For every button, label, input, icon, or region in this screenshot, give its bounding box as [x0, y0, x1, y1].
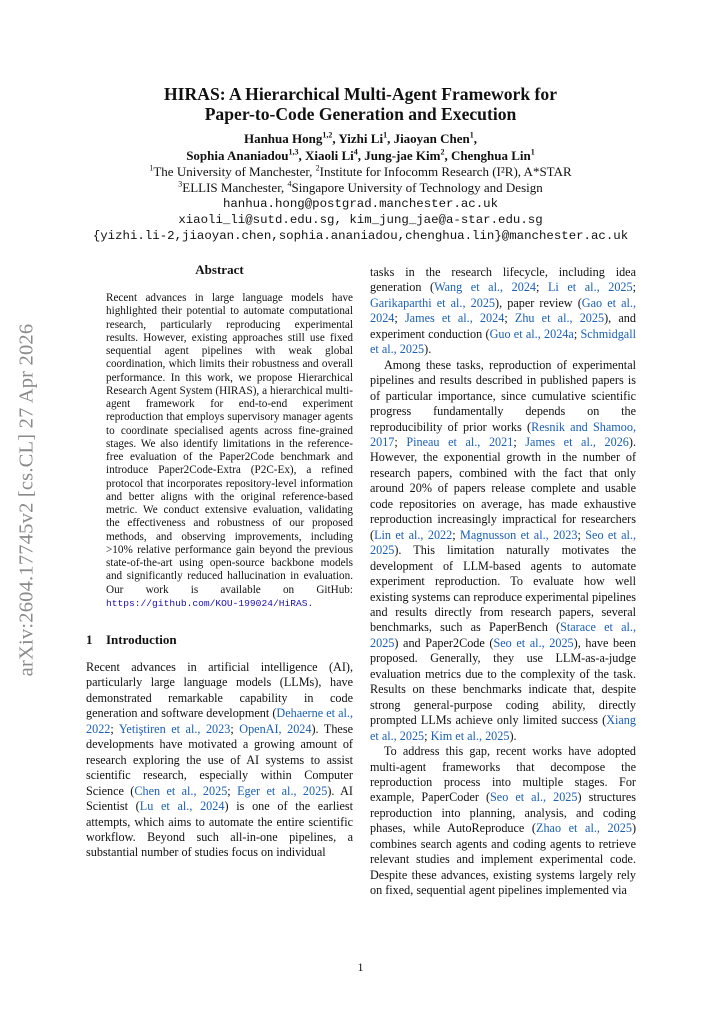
affiliations — [0, 164, 721, 196]
author-name: Hanhua Hong — [243, 131, 323, 146]
page-number: 1 — [357, 960, 364, 974]
github-link[interactable]: https://github.com/KOU-199024/HiRAS. — [106, 597, 314, 609]
author-affiliation-mark: 1,2 — [322, 130, 333, 140]
author-name: Jung-jae Kim — [364, 148, 441, 163]
intro-paragraph-1-continued: tasks in the research lifecycle, including idea generation (Wang et al., 2024; Li et al., 2025; Garikaparthi et al., 2025), paper review (Gao et al., 2024; James et al., 2024; Zhu et al., 2025), and experiment conduction (Guo et al., 2024a; Schmidgall et al., 2025). — [370, 265, 637, 357]
affiliation-line-1: $^1$The University of Manchester, $^2$Institute for Infocomm Research (I²R), A*STAR — [149, 163, 572, 179]
citation-link[interactable]: Kim et al., 2025 — [430, 728, 510, 743]
author-affiliation-mark: 2 — [440, 147, 445, 157]
intro-paragraph-1: Recent advances in artificial intelligence (AI), particularly large language models (LLMs), have demonstrated remarkable capability in code generation and software development (Dehaerne et al., 2022; Yetiştiren et al., 2023; OpenAI, 2024). These developments have motivated a growing amount of research exploring the use of AI systems to assist scientific research, especially within Computer Science (Chen et al., 2025; Eger et al., 2025). AI Scientist (Lu et al., 2024) is one of the earliest attempts, which aims to automate the entire scientific workflow. Beyond such all-in-one pipelines, a substantial number of studies focus on individual — [86, 660, 353, 860]
citation-link[interactable]: Yetiştiren et al., 2023 — [118, 721, 231, 736]
author-line-2: Sophia Ananiadou$^{1,3}$, Xiaoli Li$^4$, Jung-jae Kim$^2$, Chenghua Lin$^1$ — [186, 147, 535, 163]
citation-link[interactable]: Garikaparthi et al., 2025 — [370, 295, 496, 310]
email-line: hanhua.hong@postgrad.manchester.ac.uk — [222, 197, 499, 211]
citation-link[interactable]: Zhao et al., 2025 — [536, 821, 632, 836]
title-line-1: HIRAS: A Hierarchical Multi-Agent Framework for — [163, 84, 558, 104]
author-name: Chenghua Lin — [450, 148, 531, 163]
citation-link[interactable]: James et al., 2026 — [525, 434, 629, 449]
left-column — [86, 262, 353, 861]
paper-title — [0, 84, 721, 124]
title-line-2: Paper-to-Code Generation and Execution — [204, 104, 517, 124]
citation-link[interactable]: Eger et al., 2025 — [237, 783, 328, 798]
author-name: Yizhi Li — [338, 131, 384, 146]
citation-link[interactable]: Xiang et al., 2025 — [370, 713, 636, 743]
citation-link[interactable]: James et al., 2024 — [404, 311, 505, 326]
author-affiliation-mark: 4 — [353, 147, 358, 157]
citation-link[interactable]: Lu et al., 2024 — [139, 799, 225, 814]
citation-link[interactable]: Magnusson et al., 2023 — [460, 527, 578, 542]
citation-link[interactable]: Zhu et al., 2025 — [514, 311, 605, 326]
citation-link[interactable]: Starace et al., 2025 — [370, 620, 636, 650]
intro-paragraph-3: To address this gap, recent works have adopted multi-agent frameworks that decompose the reproduction process into multiple stages. For example, PaperCoder (Seo et al., 2025) structures reproduction into planning, analysis, and coding phases, while AutoReproduce (Zhao et al., 2025) combines search agents and coding agents to retrieve relevant studies and implement experimental code. Despite these advances, existing systems largely rely on fixed, sequential agent pipelines implemented via — [370, 744, 636, 898]
abstract-body: Recent advances in large language models have highlighted their potential to automate computational research, particularly reproducing experimental results. However, existing approaches still use fixed sequential agent pipelines with weak global coordination, which limits their robustness and overall performance. In this work, we propose Hierarchical Research Agent System (HIRAS), a hierarchical multi-agent framework for end-to-end experiment reproduction that employs supervisory manager agents to coordinate specialised agents across fine-grained stages. We also identify limitations in the reference-free evaluation of the Paper2Code benchmark and introduce Paper2Code-Extra (P2C-Ex), a refined protocol that incorporates repository-level information and better aligns with the original reference-based metric. We conduct extensive evaluation, validating the effectiveness and robustness of our proposed methods, and observing improvements, including >10% relative performance gain beyond the previous state-of-the-art using open-source backbone models and significantly reduced hallucination in evaluation. Our work is available on GitHub: https://github.com/KOU-199024/HiRAS. — [106, 292, 354, 609]
citation-link[interactable]: Seo et al., 2025 — [490, 790, 578, 805]
arxiv-id-text: arXiv:2604.17745v2 [cs.CL] 27 Apr 2026 — [15, 323, 38, 677]
citation-link[interactable]: Lin et al., 2022 — [374, 527, 453, 542]
abstract-heading: Abstract — [195, 262, 244, 277]
paper-header — [0, 84, 721, 244]
author-affiliation-mark: 1 — [469, 130, 474, 140]
affiliation-line-2: $^3$ELLIS Manchester, $^4$Singapore University of Technology and Design — [178, 179, 543, 195]
citation-link[interactable]: Chen et al., 2025 — [134, 783, 228, 798]
author-name: Jiaoyan Chen — [393, 131, 470, 146]
citation-link[interactable]: OpenAI, 2024 — [239, 721, 312, 736]
citation-link[interactable]: Guo et al., 2024a — [489, 326, 574, 341]
citation-link[interactable]: Seo et al., 2025 — [493, 635, 574, 650]
author-name: Sophia Ananiadou — [186, 148, 289, 163]
author-name: Xiaoli Li — [304, 148, 354, 163]
arxiv-side-identifier — [12, 300, 42, 700]
intro-paragraph-2: Among these tasks, reproduction of experimental pipelines and results described in published papers is of particular importance, since cumulative scientific progress fundamentally depends on the reproducibility of prior works (Resnik and Shamoo, 2017; Pineau et al., 2021; James et al., 2026). However, the exponential growth in the number of research papers, combined with the fact that only around 20% of papers release complete and usable code repositories on average, has made exhaustive reproduction increasingly impractical for researchers (Lin et al., 2022; Magnusson et al., 2023; Seo et al., 2025). This limitation naturally motivates the development of LLM-based agents to automate experiment reproduction. To evaluate how well existing systems can reproduce experimental pipelines and results directly from research papers, several benchmarks, such as PaperBench (Starace et al., 2025) and Paper2Code (Seo et al., 2025), have been proposed. Generally, they use LLM-as-a-judge evaluation metrics due to the complexity of the task. Results on these benchmarks indicate that, despite strong general-purpose coding ability, directly prompted LLMs achieve only limited success (Xiang et al., 2025; Kim et al., 2025). — [370, 357, 637, 743]
author-affiliation-mark: 1 — [383, 130, 388, 140]
citation-link[interactable]: Wang et al., 2024 — [434, 280, 537, 295]
email-line: xiaoli_li@sutd.edu.sg, kim_jung_jae@a-star.edu.sg — [178, 213, 543, 227]
citation-link[interactable]: Resnik and Shamoo, 2017 — [370, 419, 636, 449]
citation-link[interactable]: Schmidgall et al., 2025 — [370, 326, 636, 357]
author-list — [0, 130, 721, 164]
citation-link[interactable]: Seo et al., 2025 — [370, 527, 637, 558]
citation-link[interactable]: Dehaerne et al., 2022 — [86, 706, 353, 736]
email-line: {yizhi.li-2,jiaoyan.chen,sophia.ananiadou,chenghua.lin}@manchester.ac.uk — [92, 229, 629, 243]
section-heading-introduction: 1 Introduction — [86, 632, 177, 647]
email-list — [0, 196, 721, 244]
author-affiliation-mark: 1 — [530, 147, 535, 157]
right-column — [370, 265, 636, 899]
citation-link[interactable]: Pineau et al., 2021 — [406, 434, 514, 449]
citation-link[interactable]: Gao et al., 2024 — [370, 295, 636, 326]
author-affiliation-mark: 1,3 — [288, 147, 299, 157]
author-line-1: Hanhua Hong$^{1,2}$, Yizhi Li$^1$, Jiaoyan Chen$^1$, — [243, 130, 478, 146]
citation-link[interactable]: Li et al., 2025 — [547, 280, 633, 295]
